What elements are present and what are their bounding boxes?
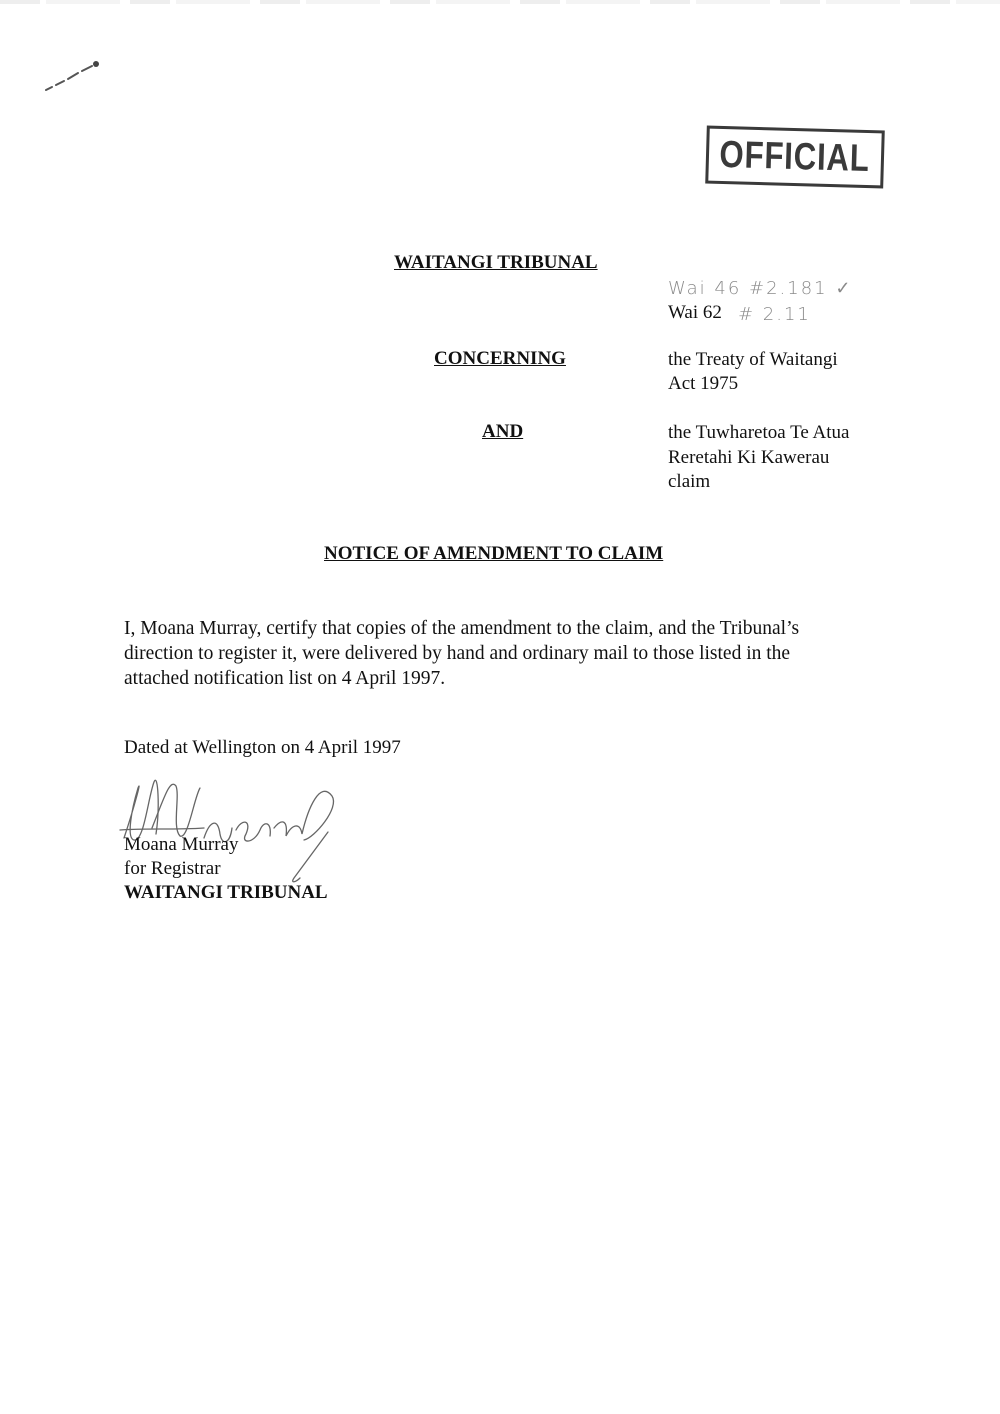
pen-stroke-mark-icon — [44, 58, 106, 94]
concerning-line-1: the Treaty of Waitangi — [668, 349, 838, 370]
organisation-heading: WAITANGI TRIBUNAL — [394, 252, 598, 273]
document-title: NOTICE OF AMENDMENT TO CLAIM — [324, 543, 664, 564]
and-line-3: claim — [668, 471, 711, 492]
signatory-role: for Registrar — [124, 858, 221, 879]
concerning-label: CONCERNING — [434, 348, 566, 369]
body-line-3: attached notification list on 4 April 1997. — [124, 668, 446, 689]
and-label: AND — [482, 421, 524, 442]
certification-paragraph — [124, 616, 864, 691]
signatory-organisation: WAITANGI TRIBUNAL — [124, 882, 328, 903]
and-line-1: the Tuwharetoa Te Atua — [668, 422, 850, 443]
body-line-1: I, Moana Murray, certify that copies of the amendment to the claim, and the Tribunal’s — [124, 618, 800, 639]
and-line-2: Reretahi Ki Kawerau — [668, 447, 830, 468]
handwritten-reference-wai46: Wai 46 #2.181 ✓ — [668, 278, 853, 299]
official-stamp-label: OFFICIAL — [719, 133, 871, 181]
wai-number: Wai 62 — [668, 302, 722, 323]
handwritten-reference-wai62: # 2.11 — [738, 304, 811, 325]
concerning-line-2: Act 1975 — [668, 373, 739, 394]
signatory-name: Moana Murray — [124, 834, 239, 855]
scan-edge-artifact — [0, 0, 1000, 4]
body-line-2: direction to register it, were delivered by hand and ordinary mail to those listed in the — [124, 643, 791, 664]
dated-line: Dated at Wellington on 4 April 1997 — [124, 737, 401, 758]
official-stamp — [705, 126, 885, 189]
